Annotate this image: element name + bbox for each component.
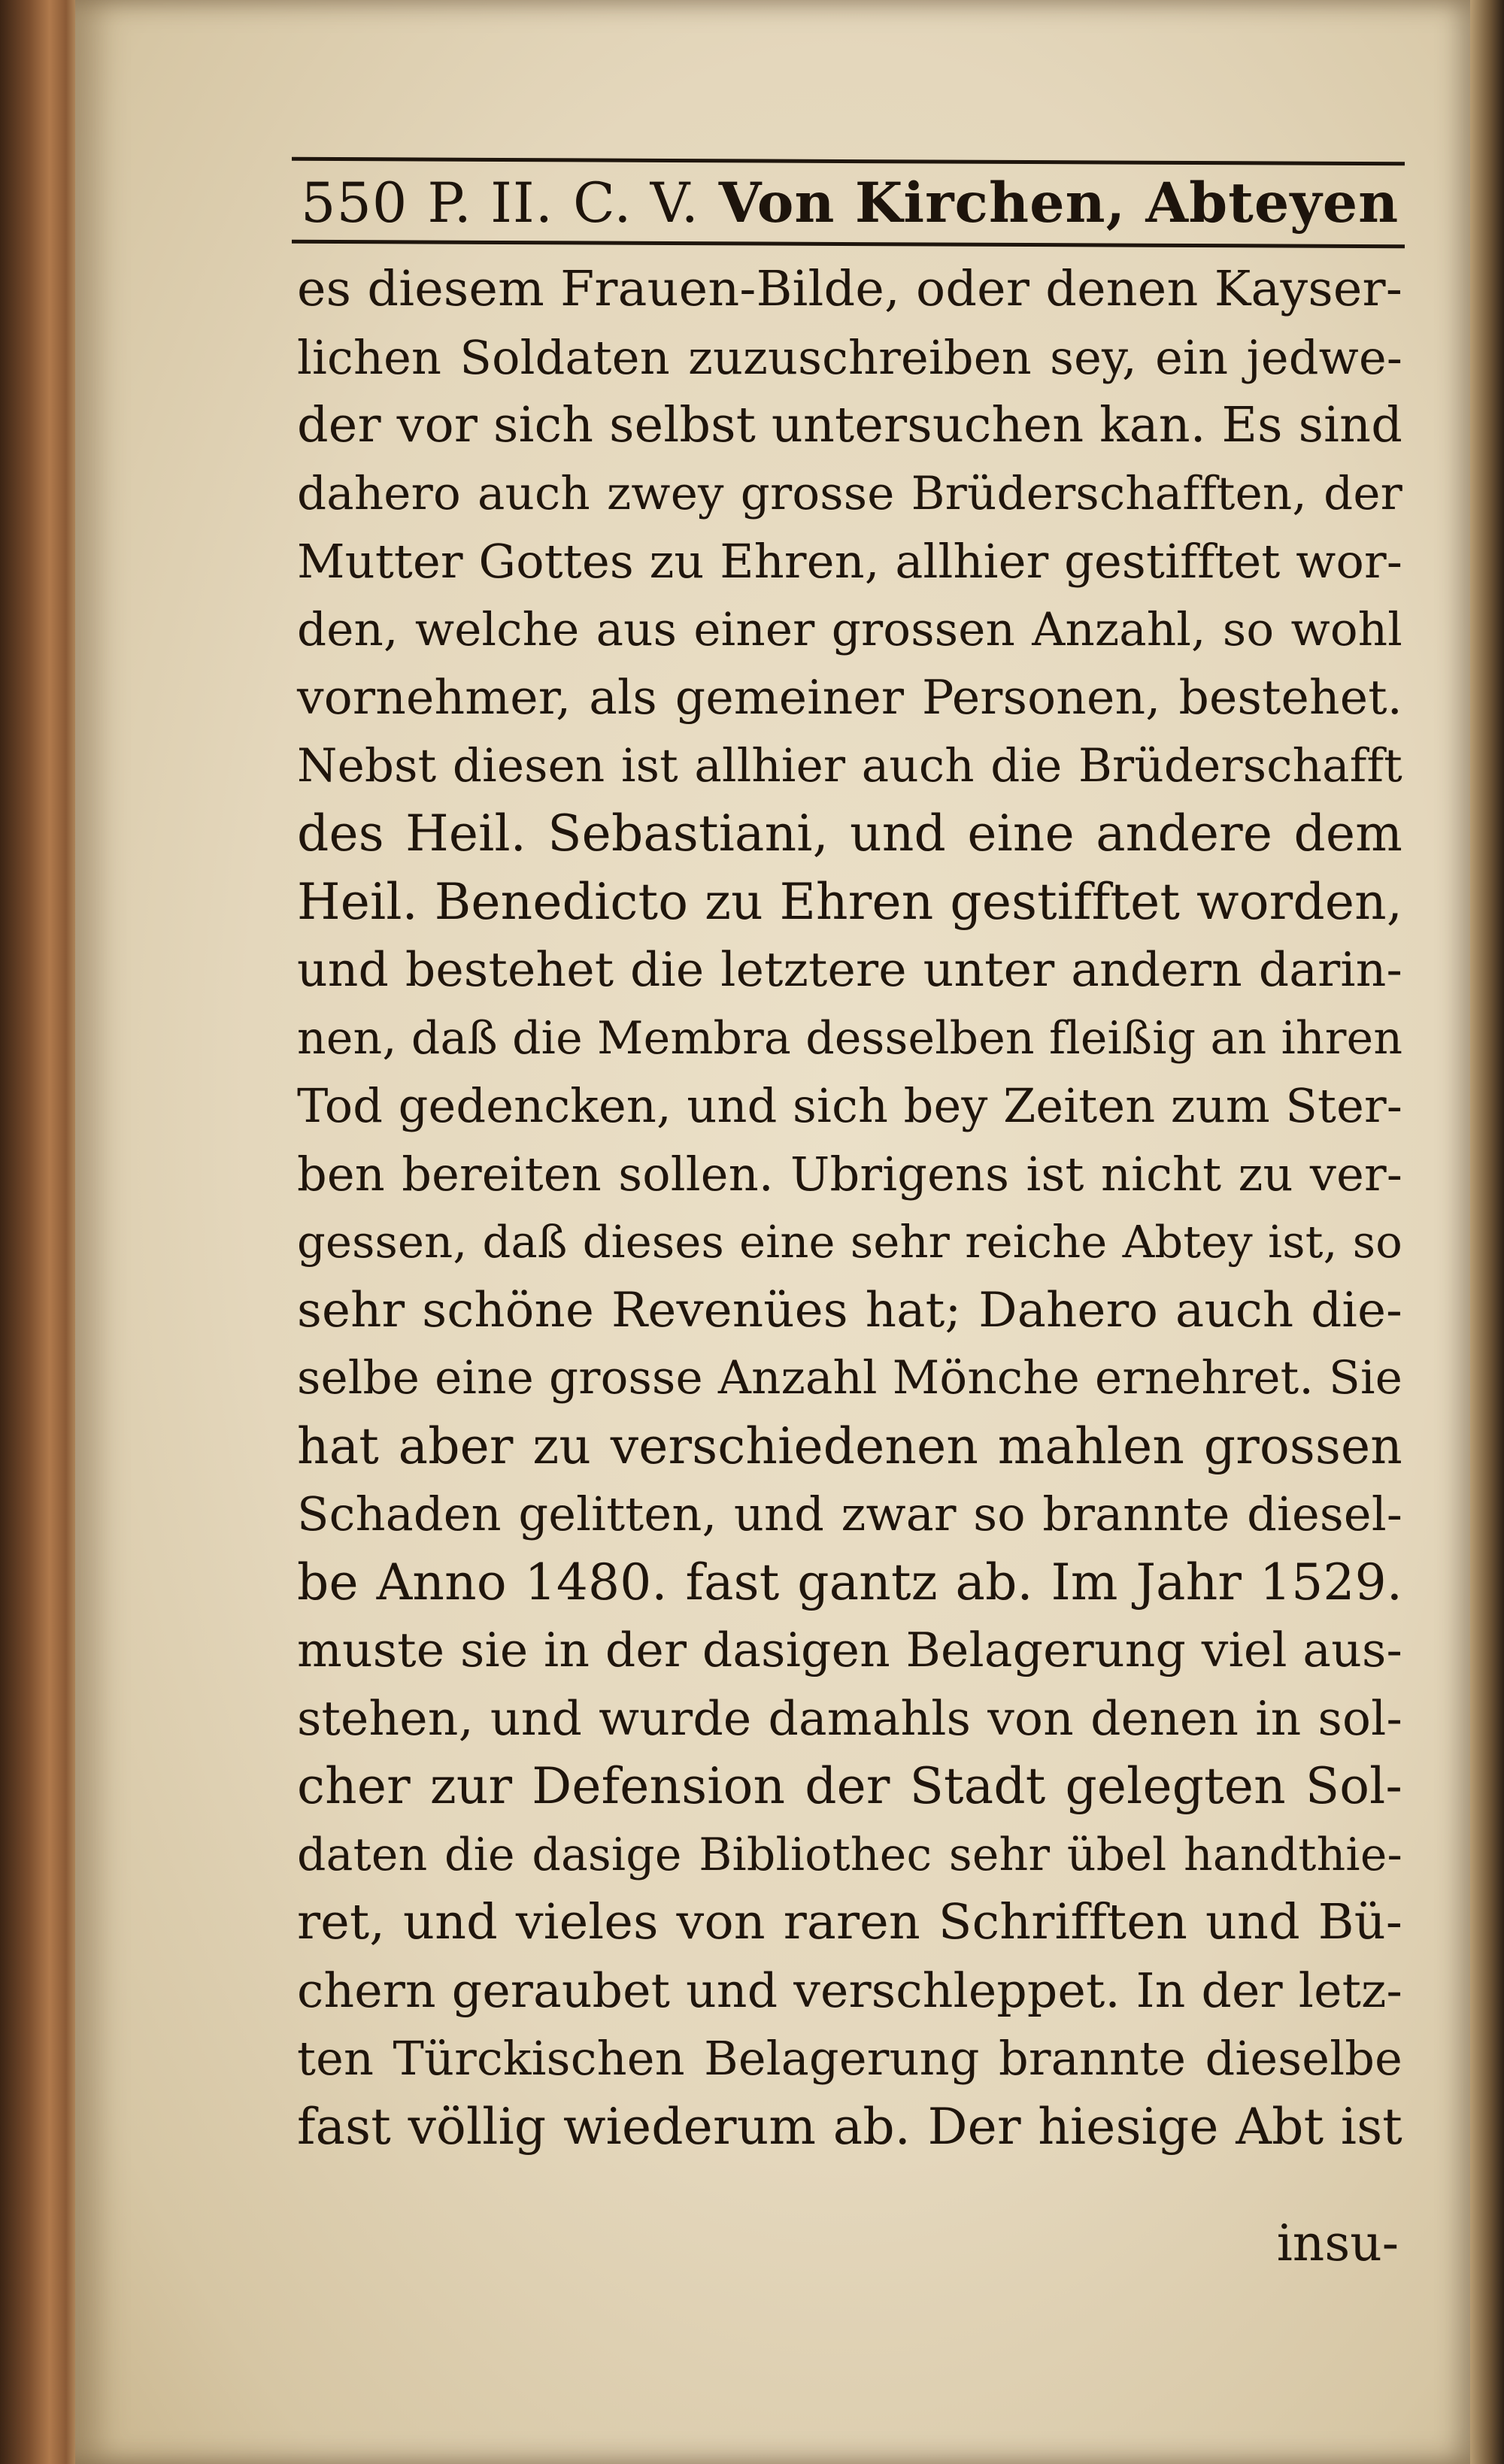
text-line: cher zur Defension der Stadt gelegten Sol-	[297, 1757, 1402, 1815]
text-line: Heil. Benedicto zu Ehren gestifftet worden,	[297, 872, 1402, 931]
text-line: be Anno 1480. fast gantz ab. Im Jahr 1529.	[297, 1553, 1402, 1611]
text-line: und bestehet die letztere unter andern darin-	[297, 942, 1402, 997]
page-number: 550	[301, 171, 408, 235]
text-line: hat aber zu verschiedenen mahlen grossen	[297, 1417, 1402, 1475]
header-chapter: C. V.	[572, 171, 699, 235]
text-line: Schaden gelitten, und zwar so brannte diesel-	[297, 1487, 1402, 1541]
text-line: dahero auch zwey grosse Brüderschafften, der	[297, 466, 1402, 520]
catchword: insu-	[1276, 2214, 1399, 2272]
text-line: nen, daß die Membra desselben fleißig an ihren	[297, 1011, 1403, 1065]
text-line: des Heil. Sebastiani, und eine andere dem	[297, 805, 1402, 862]
text-line: fast völlig wiederum ab. Der hiesige Abt ist	[297, 2097, 1402, 2156]
text-line: es diesem Frauen-Bilde, oder denen Kayser-	[297, 261, 1402, 317]
page-right-edge	[1470, 0, 1504, 2464]
text-line: stehen, und wurde damahls von denen in sol-	[297, 1690, 1402, 1746]
text-line: Tod gedencken, und sich bey Zeiten zum Ster-	[297, 1078, 1402, 1133]
header-part: P. II.	[427, 171, 553, 235]
text-line: chern geraubet und verschleppet. In der letz-	[297, 1962, 1402, 2018]
text-line: Mutter Gottes zu Ehren, allhier gestifftet wor-	[297, 534, 1402, 589]
text-line: daten die dasige Bibliothec sehr übel handthie-	[297, 1828, 1402, 1881]
text-line: ten Türckischen Belagerung brannte dieselbe	[297, 2031, 1402, 2086]
text-line: lichen Soldaten zuzuschreiben sey, ein jedwe-	[297, 329, 1402, 385]
text-line: ret, und vieles von raren Schrifften und Bü-	[297, 1894, 1402, 1950]
text-line: selbe eine grosse Anzahl Mönche ernehret. Sie	[297, 1351, 1402, 1405]
body-text	[297, 256, 1402, 2161]
text-line: ben bereiten sollen. Ubrigens ist nicht zu ver-	[297, 1146, 1402, 1202]
text-line: den, welche aus einer grossen Anzahl, so wohl	[297, 602, 1402, 656]
text-line: muste sie in der dasigen Belagerung viel aus-	[297, 1623, 1402, 1678]
running-header	[301, 165, 1399, 241]
text-line: vornehmer, als gemeiner Personen, bestehet.	[297, 670, 1402, 725]
text-line: gessen, daß dieses eine sehr reiche Abtey ist, so	[297, 1216, 1402, 1268]
text-line: der vor sich selbst untersuchen kan. Es sind	[297, 397, 1402, 453]
book-spine-edge	[0, 0, 83, 2464]
header-title: Von Kirchen, Abteyen	[718, 171, 1399, 235]
text-line: Nebst diesen ist allhier auch die Brüderschafft	[297, 738, 1402, 793]
text-line: sehr schöne Revenües hat; Dahero auch die-	[297, 1282, 1402, 1338]
